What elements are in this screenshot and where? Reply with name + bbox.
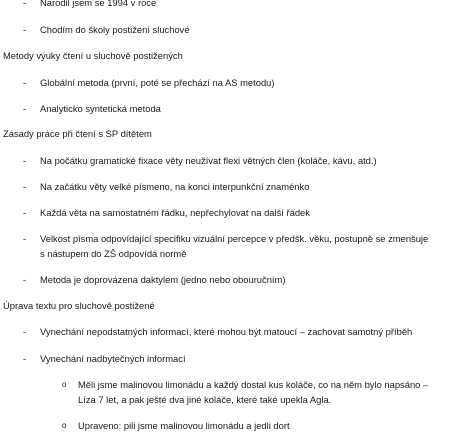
list-item: Narodil jsem se 1994 v roce — [40, 0, 157, 8]
list-item: Chodím do školy postižení sluchové — [40, 24, 190, 35]
list-item: Na počátku gramatické fixace věty neužívat flexi větných člen (koláče, kávu, atd.) — [40, 155, 377, 166]
list-item: Vynechání nadbytečných informací — [40, 353, 186, 364]
list-item: Analyticko syntetická metoda — [40, 103, 161, 114]
list-dash: - — [23, 0, 27, 8]
list-dash: - — [23, 103, 27, 114]
sub-list-item: Měli jsme malinovou limonádu a každý dostal kus koláče, co na něm bylo napsáno – — [78, 379, 429, 390]
list-dash: - — [23, 181, 27, 192]
list-dash: - — [23, 24, 27, 35]
section-heading: Metody výuky čtení u sluchově postižených — [3, 50, 183, 61]
list-item: Velkost písma odpovídající specifiku vizuální percepce v předšk. věku, postupně se zmenšuje — [40, 233, 429, 244]
list-dash: - — [23, 233, 27, 244]
list-item: Na začátku věty velké písmeno, na konci interpunkční znaménko — [40, 181, 310, 192]
sub-bullet: o — [62, 421, 67, 430]
section-heading: Zásady práce při čtení s SP dítětem — [3, 128, 152, 139]
list-item: Globální metoda (první, poté se přechází na AS metodu) — [40, 77, 275, 88]
sub-list-item-continuation: Líza 7 let, a pak ješté dva jiné koláče, které také upekla Agla. — [78, 394, 332, 405]
list-item-continuation: s nástupem do ZŠ odpovídá normě — [40, 248, 187, 259]
sub-list-item: Upraveno: pili jsme malinovou limonádu a jedli dort — [78, 420, 290, 431]
list-dash: - — [23, 155, 27, 166]
list-item: Metoda je doprovázena daktylem (jedno nebo obouručním) — [40, 274, 286, 285]
section-heading: Úprava textu pro sluchově postižené — [3, 300, 155, 311]
list-dash: - — [23, 326, 27, 337]
list-dash: - — [23, 353, 27, 364]
list-item: Každá věta na samostatném řádku, nepřechylovat na další řádek — [40, 207, 310, 218]
list-dash: - — [23, 207, 27, 218]
list-item: Vynechání nepodstatných informací, které mohou být matoucí – zachovat samotný příběh — [40, 326, 413, 337]
sub-bullet: o — [62, 380, 67, 389]
list-dash: - — [23, 77, 27, 88]
list-dash: - — [23, 274, 27, 285]
